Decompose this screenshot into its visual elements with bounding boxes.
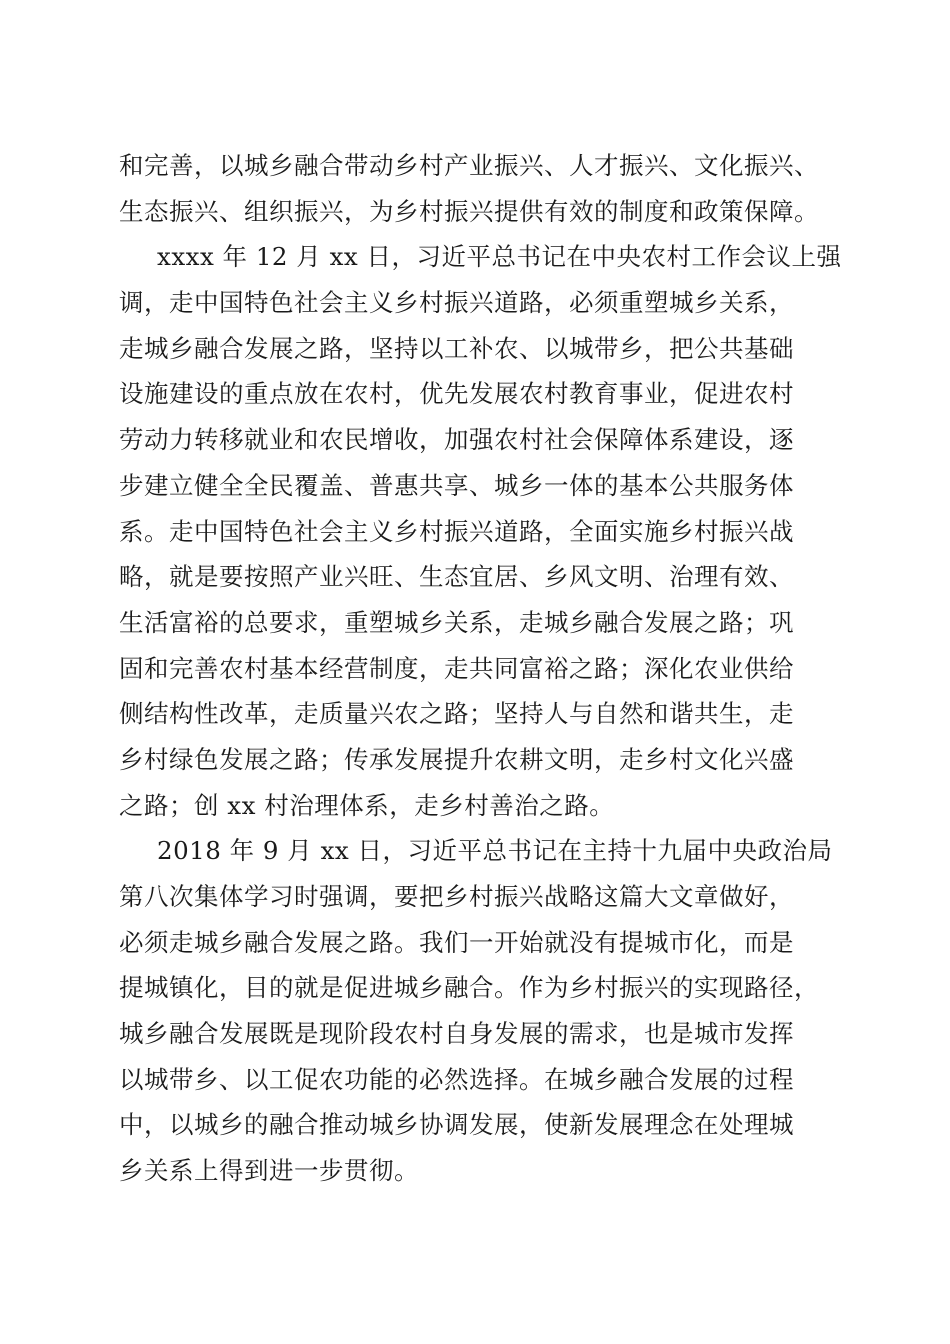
text-line: 固和完善农村基本经营制度，走共同富裕之路；深化农业供给 bbox=[119, 653, 794, 683]
text-line: 必须走城乡融合发展之路。我们一开始就没有提城市化，而是 bbox=[119, 927, 794, 957]
text-line: 乡关系上得到进一步贯彻。 bbox=[119, 1156, 419, 1186]
text-line: 提城镇化，目的就是促进城乡融合。作为乡村振兴的实现路径， bbox=[119, 973, 819, 1003]
paragraph-1 bbox=[119, 143, 839, 234]
text-line: 设施建设的重点放在农村，优先发展农村教育事业，促进农村 bbox=[119, 379, 794, 409]
text-line: 生活富裕的总要求，重塑城乡关系，走城乡融合发展之路；巩 bbox=[119, 607, 794, 637]
text-line: 中，以城乡的融合推动城乡协调发展，使新发展理念在处理城 bbox=[119, 1110, 794, 1140]
paragraph-2 bbox=[119, 234, 842, 828]
text-line: 走城乡融合发展之路，坚持以工补农、以城带乡，把公共基础 bbox=[119, 333, 794, 363]
document-body bbox=[119, 143, 842, 1194]
text-line: 之路；创 xx 村治理体系，走乡村善治之路。 bbox=[119, 790, 615, 820]
text-line: 步建立健全全民覆盖、普惠共享、城乡一体的基本公共服务体 bbox=[119, 470, 794, 500]
text-line: 乡村绿色发展之路；传承发展提升农耕文明，走乡村文化兴盛 bbox=[119, 744, 794, 774]
text-line: 劳动力转移就业和农民增收，加强农村社会保障体系建设，逐 bbox=[119, 425, 794, 455]
text-line: 侧结构性改革，走质量兴农之路；坚持人与自然和谐共生，走 bbox=[119, 699, 794, 729]
text-line: 调，走中国特色社会主义乡村振兴道路，必须重塑城乡关系， bbox=[119, 288, 794, 318]
text-line: 和完善，以城乡融合带动乡村产业振兴、人才振兴、文化振兴、 bbox=[119, 151, 819, 180]
paragraph-3 bbox=[119, 828, 839, 1194]
text-line: xxxx 年 12 月 xx 日，习近平总书记在中央农村工作会议上强 bbox=[157, 242, 842, 272]
text-line: 以城带乡、以工促农功能的必然选择。在城乡融合发展的过程 bbox=[119, 1064, 794, 1094]
text-line: 系。走中国特色社会主义乡村振兴道路，全面实施乡村振兴战 bbox=[119, 516, 794, 546]
text-line: 城乡融合发展既是现阶段农村自身发展的需求，也是城市发挥 bbox=[119, 1019, 794, 1049]
text-line: 2018 年 9 月 xx 日，习近平总书记在主持十九届中央政治局 bbox=[157, 836, 833, 866]
text-line: 第八次集体学习时强调，要把乡村振兴战略这篇大文章做好， bbox=[119, 882, 794, 911]
text-line: 略，就是要按照产业兴旺、生态宜居、乡风文明、治理有效、 bbox=[119, 562, 794, 592]
text-line: 生态振兴、组织振兴，为乡村振兴提供有效的制度和政策保障。 bbox=[119, 196, 819, 226]
